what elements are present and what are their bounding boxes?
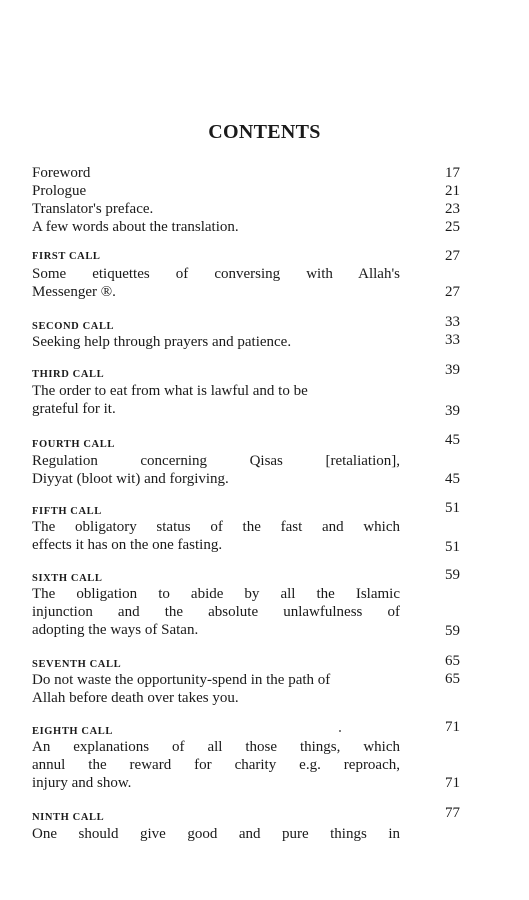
section-heading-ninth-call: NINTH CALL: [32, 812, 105, 823]
section-heading-third-call: THIRD CALL: [32, 369, 105, 380]
section-heading-sixth-call: SIXTH CALL: [32, 573, 103, 584]
page-number: 59: [445, 623, 460, 639]
page-number: 65: [445, 671, 460, 687]
page-number: 65: [445, 653, 460, 669]
page-number: 71: [445, 719, 460, 735]
section-heading-seventh-call: SEVENTH CALL: [32, 659, 122, 670]
entry-line[interactable]: Diyyat (bloot wit) and forgiving.: [32, 471, 229, 487]
entry-line[interactable]: annul the reward for charity e.g. reproach,: [32, 757, 400, 773]
entry-line[interactable]: grateful for it.: [32, 401, 116, 417]
entry-line[interactable]: Messenger ®.: [32, 284, 116, 300]
page-number: 23: [445, 201, 460, 217]
page-number: 45: [445, 471, 460, 487]
entry-line[interactable]: injunction and the absolute unlawfulness of: [32, 604, 400, 620]
page-number: 45: [445, 432, 460, 448]
entry-line[interactable]: An explanations of all those things, which: [32, 739, 400, 755]
entry-line[interactable]: adopting the ways of Satan.: [32, 622, 199, 638]
entry-line[interactable]: One should give good and pure things in: [32, 826, 400, 842]
entry-prologue[interactable]: Prologue: [32, 183, 87, 199]
entry-translators-preface[interactable]: Translator's preface.: [32, 201, 154, 217]
entry-line[interactable]: The order to eat from what is lawful and to be: [32, 383, 308, 399]
page-number: 27: [445, 248, 460, 264]
page-number: 17: [445, 165, 460, 181]
page-number: 33: [445, 332, 460, 348]
entry-line[interactable]: Allah before death over takes you.: [32, 690, 239, 706]
entry-line[interactable]: Do not waste the opportunity-spend in the path of: [32, 672, 331, 688]
page-title: CONTENTS: [208, 121, 321, 143]
page-number: 39: [445, 362, 460, 378]
speck: [339, 730, 341, 732]
section-heading-first-call: FIRST CALL: [32, 251, 101, 262]
page-number: 21: [445, 183, 460, 199]
page-number: 77: [445, 805, 460, 821]
page-number: 25: [445, 219, 460, 235]
page-number: 51: [445, 539, 460, 555]
page-number: 33: [445, 314, 460, 330]
entry-line[interactable]: injury and show.: [32, 775, 132, 791]
page-number: 27: [445, 284, 460, 300]
section-heading-fifth-call: FIFTH CALL: [32, 506, 102, 517]
page-number: 59: [445, 567, 460, 583]
entry-line[interactable]: Some etiquettes of conversing with Allah's: [32, 266, 400, 282]
section-heading-eighth-call: EIGHTH CALL: [32, 726, 113, 737]
entry-line[interactable]: Seeking help through prayers and patience.: [32, 334, 292, 350]
entry-words-about-translation[interactable]: A few words about the translation.: [32, 219, 239, 235]
page-number: 51: [445, 500, 460, 516]
entry-line[interactable]: The obligation to abide by all the Islamic: [32, 586, 400, 602]
entry-line[interactable]: Regulation concerning Qisas [retaliation],: [32, 453, 400, 469]
entry-foreword[interactable]: Foreword: [32, 165, 91, 181]
entry-line[interactable]: The obligatory status of the fast and which: [32, 519, 400, 535]
section-heading-second-call: SECOND CALL: [32, 321, 115, 332]
section-heading-fourth-call: FOURTH CALL: [32, 439, 115, 450]
entry-line[interactable]: effects it has on the one fasting.: [32, 537, 223, 553]
page-number: 39: [445, 403, 460, 419]
page-number: 71: [445, 775, 460, 791]
